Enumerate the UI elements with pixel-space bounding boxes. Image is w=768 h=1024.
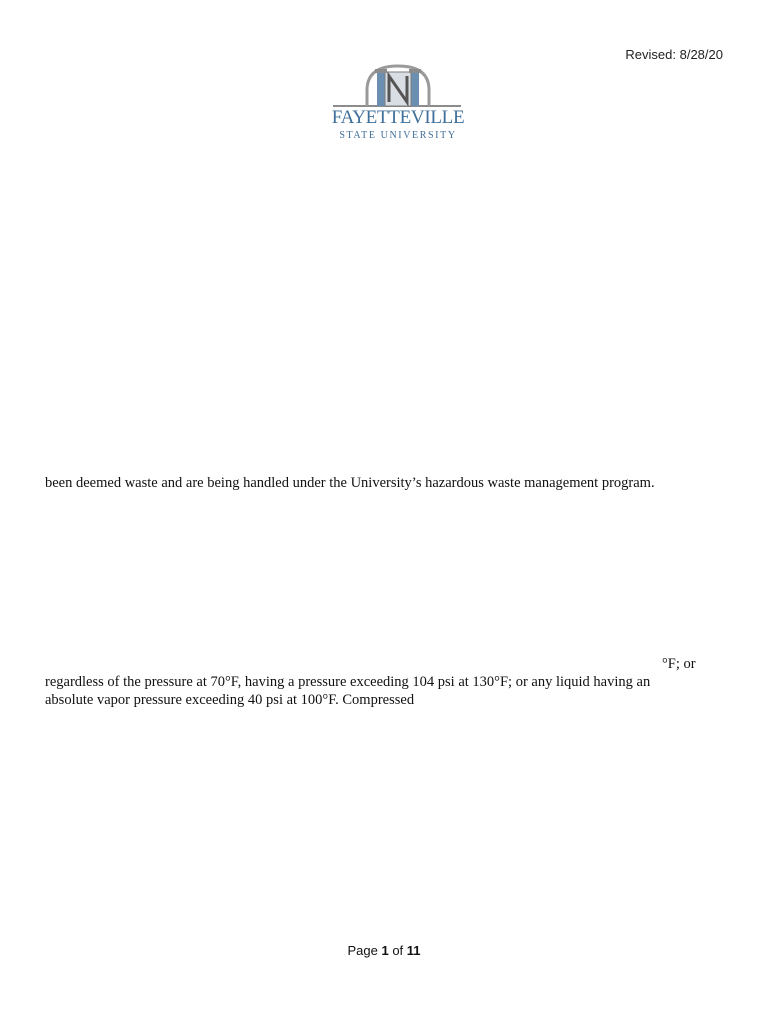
page-total: 11 [406, 943, 421, 958]
body-line-4: absolute vapor pressure exceeding 40 psi at 100°F. Compressed [45, 692, 415, 708]
body-line-1: been deemed waste and are being handled under the University’s hazardous waste management program. [45, 475, 655, 491]
body-line-3: regardless of the pressure at 70°F, having a pressure exceeding 104 psi at 130°F; or any liquid having an [45, 674, 651, 690]
university-logo [331, 60, 465, 146]
logo-name: FAYETTEVILLE [331, 107, 465, 128]
of-word: of [392, 943, 404, 958]
revised-date: Revised: 8/28/20 [625, 47, 723, 62]
page-number: 1 [381, 943, 389, 958]
university-seal-icon [331, 60, 465, 108]
page-word: Page [347, 943, 378, 958]
body-line-2: °F; or [662, 656, 696, 672]
page-footer [0, 943, 768, 958]
logo-subtitle: STATE UNIVERSITY [339, 130, 457, 141]
